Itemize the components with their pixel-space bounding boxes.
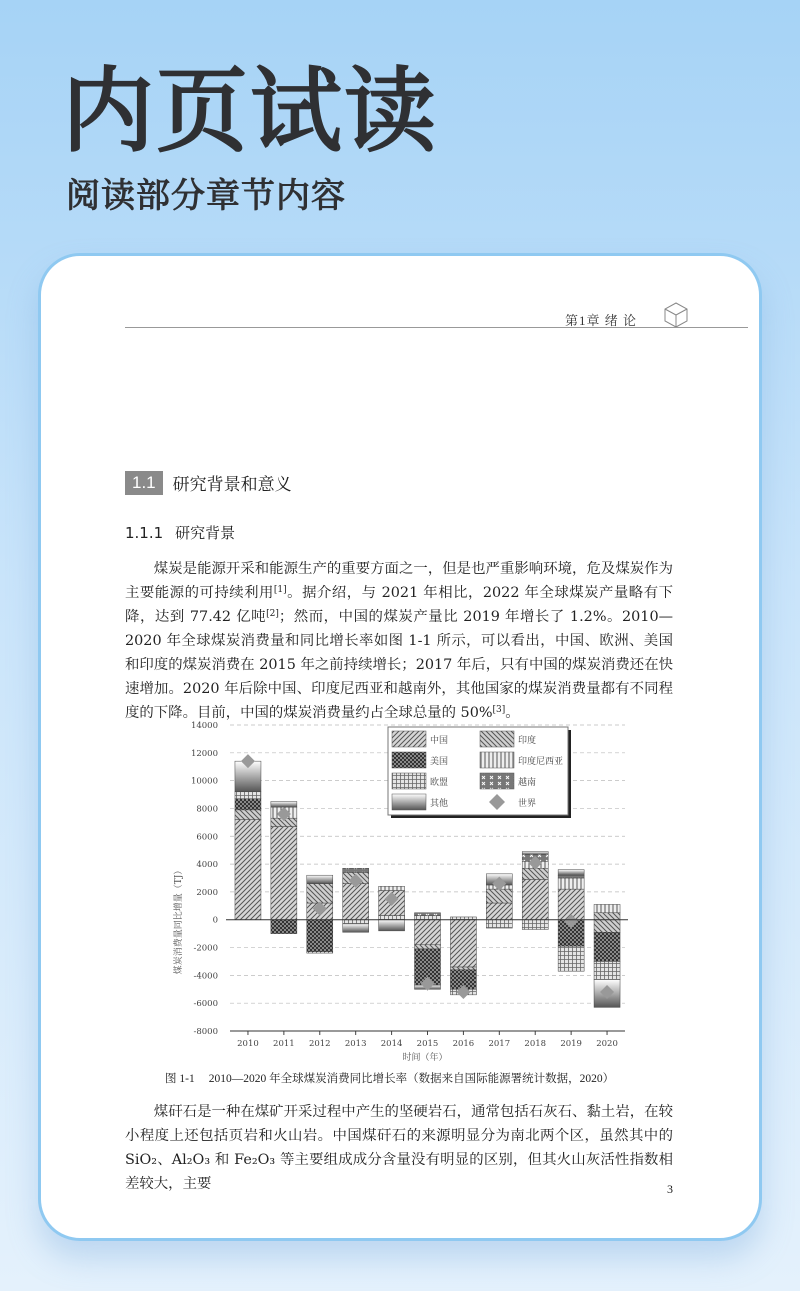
bar-segment-欧盟 bbox=[379, 916, 405, 920]
bar-segment-欧盟 bbox=[486, 920, 512, 928]
bar-segment-欧盟 bbox=[522, 920, 548, 930]
bar-segment-印度 bbox=[486, 889, 512, 903]
citation: [3] bbox=[492, 705, 506, 715]
cube-icon bbox=[664, 302, 688, 328]
bar-segment-欧盟 bbox=[558, 946, 584, 971]
hero-title: 内页试读 bbox=[62, 58, 439, 165]
bar-segment-其他 bbox=[558, 870, 584, 876]
x-tick-label: 2012 bbox=[308, 1039, 331, 1049]
bar-segment-中国 bbox=[235, 820, 261, 920]
x-tick-label: 2017 bbox=[488, 1039, 511, 1049]
bar-segment-欧盟 bbox=[343, 920, 369, 924]
section-number: 1.1 bbox=[125, 471, 163, 495]
bar-segment-印度 bbox=[522, 868, 548, 879]
text-run: 。据介绍，与 2021 年相比，2022 年全球煤炭产量略有下降，达到 77.42 亿吨 bbox=[125, 585, 673, 625]
bar-segment-印度 bbox=[594, 913, 620, 920]
subsection-title: 研究背景 bbox=[175, 524, 236, 542]
y-tick-label: -8000 bbox=[193, 1027, 218, 1037]
page-number: 3 bbox=[667, 1182, 673, 1196]
bar-segment-印度 bbox=[594, 920, 620, 933]
running-head: 第1章 绪 论 bbox=[565, 313, 638, 328]
legend-label: 其他 bbox=[430, 799, 449, 809]
legend-label: 印度 bbox=[518, 736, 537, 746]
x-tick-label: 2018 bbox=[524, 1039, 547, 1049]
x-tick-label: 2016 bbox=[452, 1039, 475, 1049]
legend-swatch-欧盟 bbox=[392, 773, 426, 789]
x-tick-label: 2013 bbox=[344, 1039, 367, 1049]
bar-segment-美国 bbox=[594, 932, 620, 961]
bar-segment-美国 bbox=[307, 920, 333, 952]
x-tick-label: 2019 bbox=[560, 1039, 582, 1049]
x-tick-label: 2010 bbox=[237, 1039, 259, 1049]
bar-segment-其他 bbox=[271, 802, 297, 808]
bar-segment-其他 bbox=[343, 924, 369, 932]
figure-label: 图 1-1 bbox=[165, 1073, 195, 1085]
x-tick-label: 2015 bbox=[416, 1039, 439, 1049]
bar-segment-中国 bbox=[415, 920, 441, 945]
bar-segment-其他 bbox=[379, 920, 405, 931]
paragraph-1 bbox=[125, 557, 673, 725]
bar-segment-印度尼西亚 bbox=[379, 886, 405, 890]
legend-swatch-印度尼西亚 bbox=[480, 752, 514, 768]
bar-segment-美国 bbox=[235, 799, 261, 810]
legend-swatch-美国 bbox=[392, 752, 426, 768]
text-run: 。 bbox=[505, 705, 520, 721]
y-axis-label: 煤炭消费量同比增量（TJ） bbox=[174, 865, 184, 975]
figure-caption-text: 2010—2020 年全球煤炭消费同比增长率（数据来自国际能源署统计数据，2020） bbox=[208, 1073, 615, 1085]
citation: [1] bbox=[273, 585, 287, 595]
bar-segment-越南 bbox=[415, 913, 441, 916]
bar-segment-中国 bbox=[271, 827, 297, 920]
bar-segment-印度尼西亚 bbox=[558, 878, 584, 889]
section-heading bbox=[125, 470, 292, 495]
bar-segment-印度 bbox=[307, 884, 333, 903]
citation: [2] bbox=[266, 609, 279, 619]
subsection-heading bbox=[125, 522, 247, 543]
legend-swatch-越南 bbox=[480, 773, 514, 789]
bar-segment-美国 bbox=[271, 920, 297, 934]
y-tick-label: 6000 bbox=[196, 832, 218, 843]
y-tick-label: 10000 bbox=[190, 776, 218, 787]
y-tick-label: 0 bbox=[212, 915, 218, 926]
bar-segment-中国 bbox=[343, 884, 369, 920]
legend-swatch-中国 bbox=[392, 731, 426, 747]
bar-segment-其他 bbox=[522, 852, 548, 855]
hero-subtitle: 阅读部分章节内容 bbox=[66, 176, 346, 216]
y-tick-label: -6000 bbox=[193, 999, 218, 1010]
y-tick-label: 4000 bbox=[196, 860, 218, 871]
legend-label: 欧盟 bbox=[430, 778, 449, 788]
bar-segment-欧盟 bbox=[235, 792, 261, 799]
text-run: ；然而，中国的煤炭产量比 2019 年增长了 1.2%。2010—2020 年全球煤炭消费量和同比增长率如图 1-1 所示，可以看出，中国、欧洲、美国和印度的煤炭消费在 2015 年之前持续增长；2017 年后，只有中国的煤炭消费还在快速增加。2020 年后除中国、印度尼西亚和越南外，其他国家的煤炭消费量都有不同程度的下降。目前，中国的煤炭消费量约占全球总量的 50% bbox=[125, 609, 673, 721]
x-tick-label: 2020 bbox=[596, 1039, 618, 1049]
bar-segment-欧盟 bbox=[415, 916, 441, 920]
bar-segment-中国 bbox=[486, 903, 512, 920]
y-tick-label: 12000 bbox=[190, 748, 218, 759]
bar-segment-越南 bbox=[558, 875, 584, 878]
bar-segment-印度 bbox=[415, 945, 441, 949]
bar-segment-其他 bbox=[307, 875, 333, 883]
legend-swatch-印度 bbox=[480, 731, 514, 747]
legend-label: 中国 bbox=[430, 736, 449, 746]
legend-label: 美国 bbox=[430, 757, 449, 767]
section-title: 研究背景和意义 bbox=[172, 475, 292, 495]
bar-segment-印度 bbox=[450, 967, 476, 970]
y-tick-label: -2000 bbox=[193, 943, 218, 954]
running-head-rule bbox=[125, 327, 748, 328]
bar-segment-中国 bbox=[450, 920, 476, 967]
legend-swatch-其他 bbox=[392, 794, 426, 810]
text-run: 煤炭是能源开采和能源生产的重要方面之一，但是也严重影响环境，危及煤炭作为主要能源的可持续利用 bbox=[125, 561, 673, 601]
bar-segment-印度 bbox=[235, 810, 261, 820]
bar-segment-欧盟 bbox=[307, 952, 333, 953]
legend-label: 印度尼西亚 bbox=[518, 757, 564, 767]
x-axis-label: 时间（年） bbox=[402, 1053, 448, 1063]
paragraph-2: 煤矸石是一种在煤矿开采过程中产生的坚硬岩石，通常包括石灰石、黏土岩，在较小程度上还包括页岩和火山岩。中国煤矸石的来源明显分为南北两个区，虽然其中的 SiO₂、Al₂O₃ 和 Fe₂O₃ 等主要组成成分含量没有明显的区别，但其火山灰活性指数相差较大，主要 bbox=[125, 1104, 673, 1192]
coal-consumption-chart bbox=[160, 715, 640, 1065]
subsection-number: 1.1.1 bbox=[125, 524, 164, 542]
bar-segment-越南 bbox=[343, 868, 369, 872]
y-tick-label: 8000 bbox=[196, 804, 218, 815]
figure-caption bbox=[165, 1070, 614, 1086]
legend-label: 世界 bbox=[518, 799, 537, 809]
y-tick-label: -4000 bbox=[193, 971, 218, 982]
bar-segment-中国 bbox=[522, 879, 548, 919]
x-tick-label: 2011 bbox=[273, 1039, 295, 1049]
y-tick-label: 14000 bbox=[190, 721, 218, 731]
bar-segment-欧盟 bbox=[594, 961, 620, 979]
y-tick-label: 2000 bbox=[196, 887, 218, 898]
x-tick-label: 2014 bbox=[380, 1039, 403, 1049]
legend-label: 越南 bbox=[518, 778, 537, 788]
bar-segment-印度尼西亚 bbox=[594, 904, 620, 912]
